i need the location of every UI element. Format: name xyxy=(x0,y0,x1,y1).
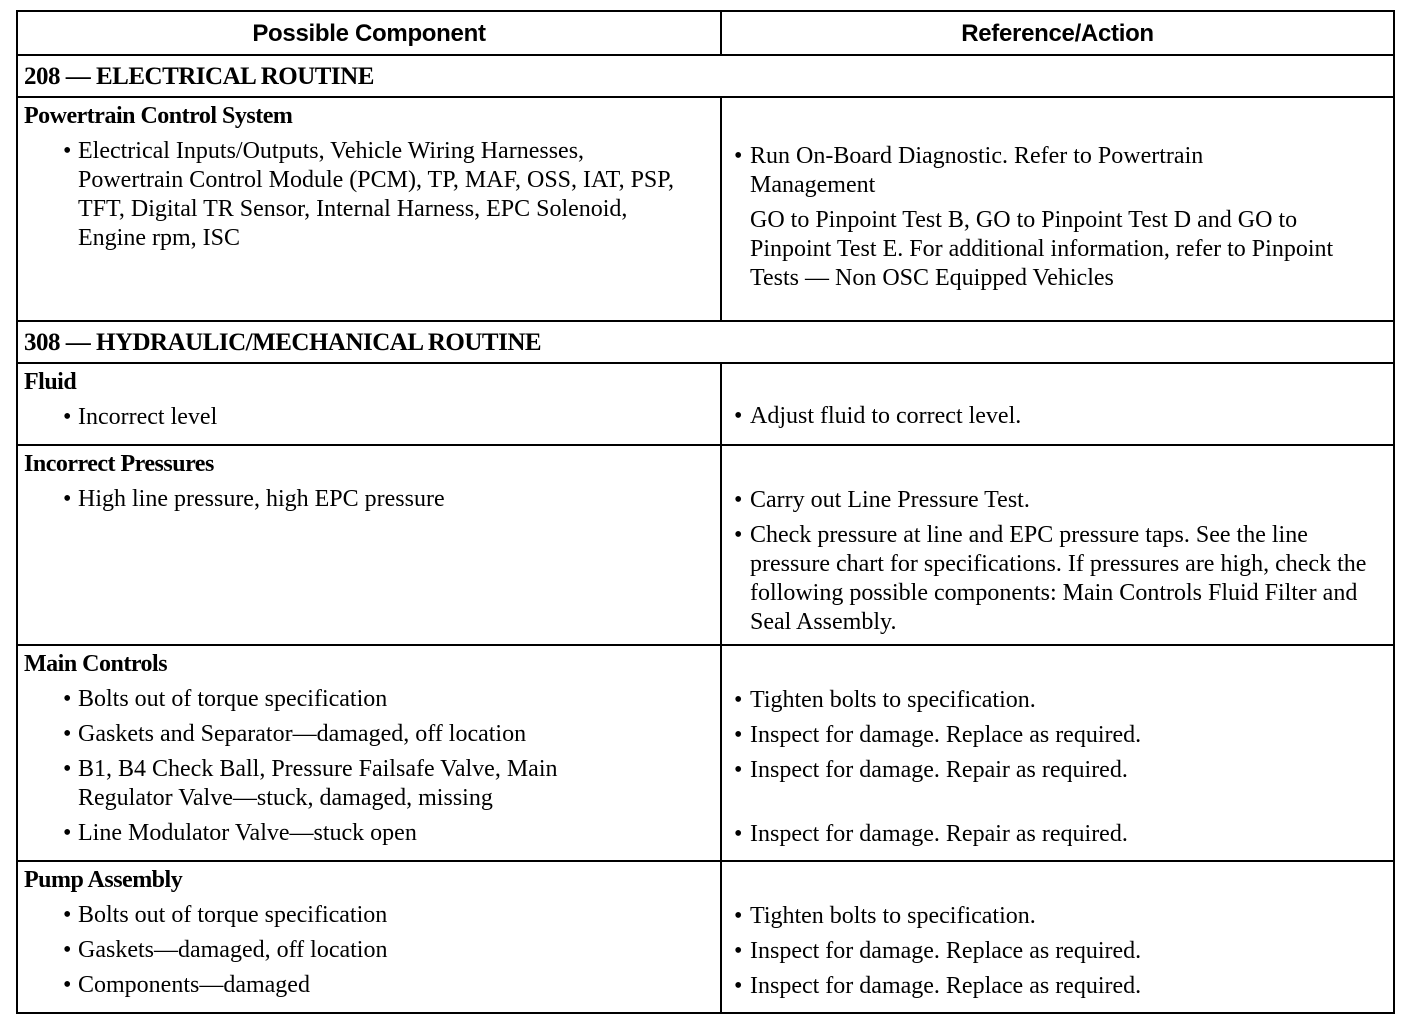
group-title: Fluid xyxy=(24,369,77,395)
group-row-incorrect-pressures xyxy=(17,445,1394,645)
component-item: • High line pressure, high EPC pressure xyxy=(18,485,720,514)
group-row-powertrain xyxy=(17,97,1394,321)
action-item: • Inspect for damage. Replace as required. xyxy=(722,972,1393,1001)
header-row xyxy=(17,11,1394,55)
action-extra-text: GO to Pinpoint Test B, GO to Pinpoint Test D and GO to Pinpoint Test E. For additional information, refer to Pinpoint Tests — Non OSC Equipped Vehicles xyxy=(750,207,1334,291)
component-list xyxy=(18,479,720,526)
group-row-fluid xyxy=(17,363,1394,445)
group-row-main-controls xyxy=(17,645,1394,861)
component-item: • B1, B4 Check Ball, Pressure Failsafe Valve, Main Regulator Valve—stuck, damaged, missing xyxy=(18,755,720,813)
component-cell xyxy=(17,645,721,861)
action-item: • Tighten bolts to specification. xyxy=(722,902,1393,931)
group-row-pump-assembly xyxy=(17,861,1394,1013)
action-item: • Adjust fluid to correct level. xyxy=(722,402,1393,431)
component-list xyxy=(18,131,720,265)
group-title: Main Controls xyxy=(24,651,168,677)
action-list xyxy=(722,486,1393,637)
action-list xyxy=(722,686,1393,849)
component-cell xyxy=(17,861,721,1013)
action-cell xyxy=(721,445,1394,645)
action-item: • Tighten bolts to specification. xyxy=(722,686,1393,715)
component-list xyxy=(18,679,720,860)
action-list xyxy=(722,902,1393,1001)
component-cell xyxy=(17,363,721,445)
component-cell xyxy=(17,97,721,321)
section-row-electrical xyxy=(17,55,1394,97)
header-reference-action: Reference/Action xyxy=(721,11,1394,55)
action-cell xyxy=(721,861,1394,1013)
component-item: • Gaskets—damaged, off location xyxy=(18,936,720,965)
action-cell xyxy=(721,645,1394,861)
action-item: • Inspect for damage. Replace as required. xyxy=(722,721,1393,750)
diagnostic-table xyxy=(16,10,1395,1014)
action-item: • Inspect for damage. Repair as required. xyxy=(722,820,1393,849)
action-item: • Run On-Board Diagnostic. Refer to Powertrain Management xyxy=(722,142,1393,200)
group-title: Pump Assembly xyxy=(24,867,183,893)
component-item: • Components—damaged xyxy=(18,971,720,1000)
group-title: Powertrain Control System xyxy=(24,103,293,129)
component-item: • Line Modulator Valve—stuck open xyxy=(18,819,720,848)
action-item: • Carry out Line Pressure Test. xyxy=(722,486,1393,515)
action-list xyxy=(722,402,1393,431)
action-cell xyxy=(721,363,1394,445)
section-title: 208 — ELECTRICAL ROUTINE xyxy=(17,55,1394,97)
component-list xyxy=(18,895,720,1012)
component-item: • Gaskets and Separator—damaged, off location xyxy=(18,720,720,749)
action-item: • Check pressure at line and EPC pressure taps. See the line pressure chart for specifications. If pressures are high, check the following possible components: Main Controls Fluid Filter and Seal Assembly. xyxy=(722,521,1393,637)
section-title: 308 — HYDRAULIC/MECHANICAL ROUTINE xyxy=(17,321,1394,363)
component-item: • Bolts out of torque specification xyxy=(18,685,720,714)
component-item: • Electrical Inputs/Outputs, Vehicle Wiring Harnesses, Powertrain Control Module (PCM), TP, MAF, OSS, IAT, PSP, TFT, Digital TR Sensor, Internal Harness, EPC Solenoid, Engine rpm, ISC xyxy=(18,137,720,253)
component-item: • Incorrect level xyxy=(18,403,720,432)
action-cell xyxy=(721,97,1394,321)
action-list xyxy=(722,142,1393,200)
component-cell xyxy=(17,445,721,645)
component-list xyxy=(18,397,720,444)
action-item: • Inspect for damage. Replace as required. xyxy=(722,937,1393,966)
section-row-hydraulic xyxy=(17,321,1394,363)
group-title: Incorrect Pressures xyxy=(24,451,214,477)
action-item: • Inspect for damage. Repair as required. xyxy=(722,756,1393,785)
component-item: • Bolts out of torque specification xyxy=(18,901,720,930)
header-possible-component: Possible Component xyxy=(17,11,721,55)
